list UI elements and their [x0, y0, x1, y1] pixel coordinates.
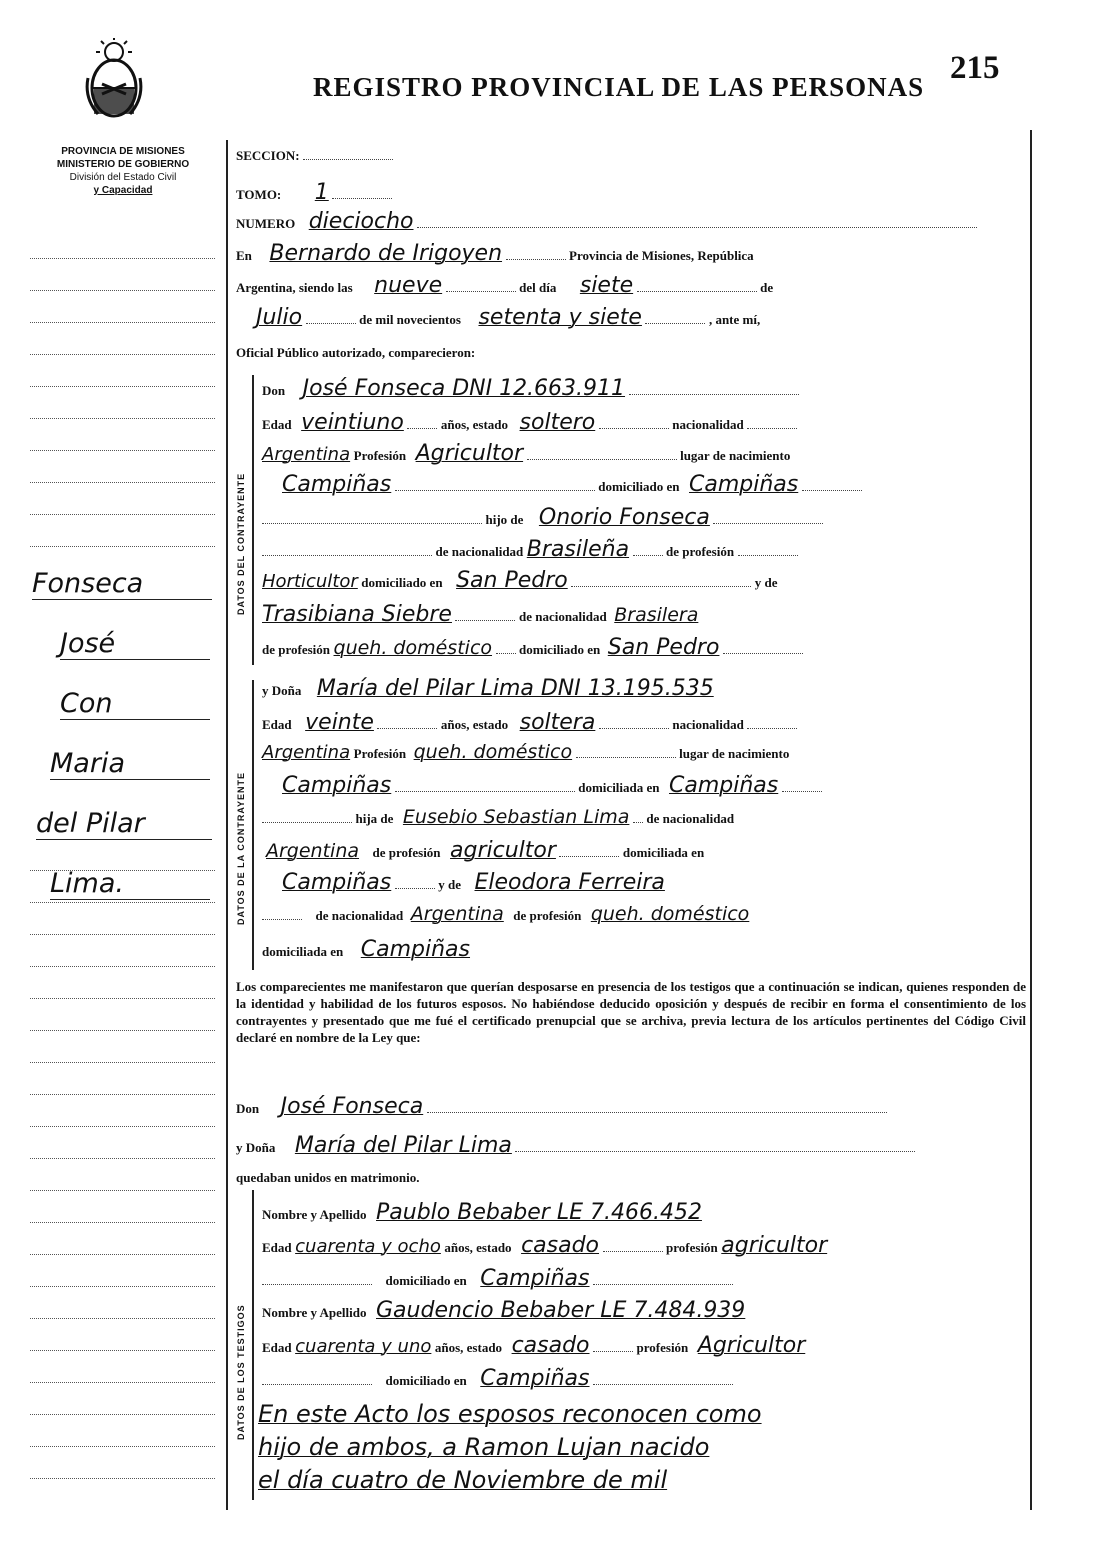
left-border: [226, 140, 228, 1510]
c1-padre-prof: Horticultor: [262, 571, 358, 592]
decl-don-label: Don: [236, 1101, 260, 1116]
t2-profesion-label: profesión: [636, 1340, 689, 1355]
margin-note-del-pilar: del Pilar: [36, 808, 212, 840]
c1-madre-prof-label: de profesión: [262, 642, 331, 657]
t2-nombre-row: [262, 1298, 745, 1323]
margin-note-surname: Fonseca: [32, 568, 212, 600]
t1-edad-label: Edad: [262, 1240, 292, 1255]
c1-anos-label: años, estado: [440, 417, 509, 432]
c2-madre: Eleodora Ferreira: [474, 870, 665, 895]
t2-edad-row: [262, 1333, 805, 1358]
section-label-contrayente: DATOS DEL CONTRAYENTE: [236, 472, 246, 615]
nota2: hijo de ambos, a Ramon Lujan nacido: [258, 1433, 710, 1461]
c2-nombre-row: [262, 676, 714, 701]
seccion-label: SECCION:: [236, 148, 300, 163]
c2-padre-dom: Campiñas: [282, 870, 392, 895]
c1-padre-nac: Brasileña: [526, 537, 630, 562]
c1-nacionalidad-label: nacionalidad: [672, 417, 744, 432]
contrayente1-bracket: [252, 375, 254, 665]
c1-padre-dom-row: [262, 568, 777, 593]
c1-lugar-nac-label: lugar de nacimiento: [680, 448, 791, 463]
c2-de-nacionalidad-label: de nacionalidad: [646, 811, 735, 826]
testigos-bracket: [252, 1190, 254, 1500]
t2-dom-row: [262, 1366, 733, 1391]
tomo-label: TOMO:: [236, 187, 282, 202]
t2-anos-label: años, estado: [434, 1340, 503, 1355]
margin-note-lima: Lima.: [50, 868, 210, 900]
sidebar-province: PROVINCIA DE MISIONES: [61, 146, 185, 157]
sidebar-ministry: MINISTERIO DE GOBIERNO: [56, 159, 190, 170]
c1-madre-dom-row: [262, 635, 803, 660]
sidebar-capacity: y Capacidad: [93, 185, 153, 196]
numero-label: NUMERO: [236, 216, 296, 231]
margin-note-name: José: [60, 628, 210, 660]
ante-text: , ante mí,: [708, 312, 761, 327]
c2-profesion-row: [262, 741, 789, 763]
c1-profesion: Agricultor: [415, 441, 524, 466]
page-number: 215: [950, 50, 1000, 86]
t2-dom: Campiñas: [480, 1366, 590, 1391]
c1-de-nacionalidad-label: de nacionalidad: [435, 544, 524, 559]
c1-don-label: Don: [262, 383, 286, 398]
c1-madre-row: [262, 602, 698, 627]
c2-padre-prof-row: [262, 838, 704, 863]
c2-padre-row: [262, 806, 734, 828]
t1-edad-row: [262, 1233, 827, 1258]
unidos-row: [236, 1170, 420, 1187]
mil-text: de mil novecientos: [359, 312, 461, 327]
c1-y-de-label: y de: [754, 575, 778, 590]
lugar-row: [236, 241, 754, 266]
c1-domiciliado-label: domiciliado en: [598, 479, 680, 494]
right-border: [1030, 130, 1032, 1510]
tomo-row: [236, 180, 392, 205]
nota-line-2: [258, 1433, 709, 1461]
coat-of-arms-seal: [84, 38, 144, 120]
hora-value: nueve: [374, 273, 443, 298]
c2-domiciliada-label: domiciliada en: [578, 780, 660, 795]
c1-domicilio-row: [262, 472, 862, 497]
t2-estado: casado: [511, 1333, 590, 1358]
c1-madre-nac-label: de nacionalidad: [518, 609, 607, 624]
anio-value: setenta y siete: [478, 305, 642, 330]
page-title: REGISTRO PROVINCIAL DE LAS PERSONAS: [313, 72, 925, 102]
fecha-row: [236, 305, 760, 330]
margin-note-con: Con: [60, 688, 210, 720]
numero-row: [236, 209, 977, 234]
c2-padre: Eusebio Sebastian Lima: [402, 806, 630, 828]
t1-edad: cuarenta y ocho: [295, 1236, 441, 1257]
c1-nacionalidad: Argentina: [262, 444, 351, 465]
c1-lugar-nac: Campiñas: [282, 472, 392, 497]
c2-profesion: queh. doméstico: [413, 741, 573, 763]
dia-value: siete: [579, 273, 634, 298]
c2-nombre: María del Pilar Lima DNI 13.195.535: [316, 676, 714, 701]
c1-edad-label: Edad: [262, 417, 292, 432]
section-label-contrayente-2: DATOS DE LA CONTRAYENTE: [236, 771, 246, 925]
t1-dom: Campiñas: [480, 1266, 590, 1291]
c2-lugar-nac: Campiñas: [282, 773, 392, 798]
c1-madre-dom: San Pedro: [607, 635, 720, 660]
t2-edad-label: Edad: [262, 1340, 292, 1355]
c2-edad: veinte: [305, 710, 374, 735]
t2-nombre: Gaudencio Bebaber LE 7.484.939: [376, 1298, 746, 1323]
section-label-testigos: DATOS DE LOS TESTIGOS: [236, 1304, 246, 1440]
nota3: el día cuatro de Noviembre de mil: [258, 1466, 668, 1494]
nota-line-1: [258, 1400, 762, 1428]
c2-de-profesion-label: de profesión: [372, 845, 441, 860]
contrayente2-bracket: [252, 680, 254, 970]
t2-prof: Agricultor: [697, 1333, 806, 1358]
c2-madre-prof-label: de profesión: [513, 908, 582, 923]
c2-lugar-nac-label: lugar de nacimiento: [679, 746, 790, 761]
t2-nombre-label: Nombre y Apellido: [262, 1305, 367, 1320]
hora-row: [236, 273, 773, 298]
sidebar-header: [28, 145, 218, 197]
c2-edad-label: Edad: [262, 717, 292, 732]
c1-madre: Trasibiana Siebre: [262, 602, 452, 627]
c1-padre: Onorio Fonseca: [538, 505, 710, 530]
c2-domicilio: Campiñas: [669, 773, 779, 798]
c2-madre-dom: Campiñas: [360, 937, 471, 962]
t1-nombre-row: [262, 1200, 702, 1225]
c1-padre-dom-label: domiciliado en: [361, 575, 443, 590]
decl-dona-label: y Doña: [236, 1140, 276, 1155]
provincia-text: Provincia de Misiones, República: [569, 248, 754, 263]
sidebar-division: División del Estado Civil: [69, 172, 177, 183]
margin-note-maria: Maria: [50, 748, 210, 780]
c1-hijo-label: hijo de: [485, 512, 524, 527]
c2-domicilio-row: [262, 773, 822, 798]
c2-padre-nac: Argentina: [266, 840, 360, 862]
c2-estado: soltera: [519, 710, 596, 735]
lugar-value: Bernardo de Irigoyen: [269, 241, 503, 266]
c2-anos-label: años, estado: [440, 717, 509, 732]
c1-edad: veintiuno: [301, 410, 404, 435]
c2-padre-dom-row: [262, 870, 665, 895]
c1-profesion-row: [262, 441, 790, 466]
nota-line-3: [258, 1466, 667, 1494]
t1-nombre: Paublo Bebaber LE 7.466.452: [376, 1200, 702, 1225]
decl-dona-value: María del Pilar Lima: [294, 1133, 512, 1158]
c2-madre-dom-label: domiciliada en: [262, 944, 344, 959]
c2-dona-label: y Doña: [262, 683, 302, 698]
c1-nombre-row: [262, 376, 799, 401]
decl-dona-row: [236, 1133, 915, 1158]
en-label: En: [236, 248, 252, 263]
c1-de-profesion-label: de profesión: [666, 544, 735, 559]
decl-don-row: [236, 1094, 887, 1119]
del-dia-text: del día: [519, 280, 557, 295]
c2-padre-prof: agricultor: [450, 838, 556, 863]
mes-value: Julio: [256, 305, 303, 330]
c2-y-de-label: y de: [438, 877, 461, 892]
t1-dom-label: domiciliado en: [385, 1273, 467, 1288]
t1-prof: agricultor: [721, 1233, 828, 1258]
c2-madre-nac: Argentina: [410, 903, 504, 925]
c2-edad-row: [262, 710, 797, 735]
oficial-row: [236, 345, 475, 362]
seccion-row: [236, 148, 393, 165]
c1-padre-nac-row: [262, 537, 798, 562]
t1-profesion-label: profesión: [666, 1240, 718, 1255]
c1-madre-dom-label: domiciliado en: [519, 642, 601, 657]
c2-nacionalidad-label: nacionalidad: [672, 717, 744, 732]
unidos-text: quedaban unidos en matrimonio.: [236, 1170, 420, 1185]
c2-madre-dom-row: [262, 937, 470, 962]
c1-padre-row: [262, 505, 823, 530]
c1-madre-prof: queh. doméstico: [333, 637, 493, 659]
t2-dom-label: domiciliado en: [385, 1373, 467, 1388]
c2-profesion-label: Profesión: [353, 746, 407, 761]
t1-nombre-label: Nombre y Apellido: [262, 1207, 367, 1222]
c1-edad-row: [262, 410, 797, 435]
c1-madre-nac: Brasilera: [614, 604, 699, 626]
c2-hija-label: hija de: [355, 811, 394, 826]
t1-estado: casado: [521, 1233, 600, 1258]
c1-profesion-label: Profesión: [353, 448, 407, 463]
c1-padre-dom: San Pedro: [456, 568, 568, 593]
tomo-value: 1: [314, 180, 329, 205]
c2-nacionalidad: Argentina: [262, 742, 351, 763]
t2-edad: cuarenta y uno: [295, 1336, 432, 1357]
decl-don-value: José Fonseca: [280, 1094, 424, 1119]
c1-estado: soltero: [519, 410, 596, 435]
numero-value: dieciocho: [308, 209, 414, 234]
c2-madre-nac-label: de nacionalidad: [315, 908, 404, 923]
oficial-text: Oficial Público autorizado, comparecieron:: [236, 345, 476, 360]
declaration-text: Los comparecientes me manifestaron que querían desposarse en presencia de los testigos que a continuación se indican, quienes responden de la identidad y habilidad de los futuros esposos. No habiéndose deducido oposición y después de recibir en forma el consentimiento de los contrayentes y presentado que me fué el certificado prenupcial que se archiva, previa lectura de los artículos pertinentes del Código Civil declaré en nombre de la Ley que:: [236, 979, 1026, 1045]
c2-madre-nac-row: [262, 903, 749, 925]
de-text: de: [760, 280, 774, 295]
c1-nombre: José Fonseca DNI 12.663.911: [302, 376, 626, 401]
c2-madre-prof: queh. doméstico: [590, 903, 750, 925]
t1-dom-row: [262, 1266, 733, 1291]
nota1: En este Acto los esposos reconocen como: [258, 1400, 762, 1428]
c2-padre-dom-label: domiciliada en: [622, 845, 705, 860]
t1-anos-label: años, estado: [444, 1240, 512, 1255]
argentina-text: Argentina, siendo las: [236, 280, 353, 295]
c1-domicilio: Campiñas: [689, 472, 799, 497]
